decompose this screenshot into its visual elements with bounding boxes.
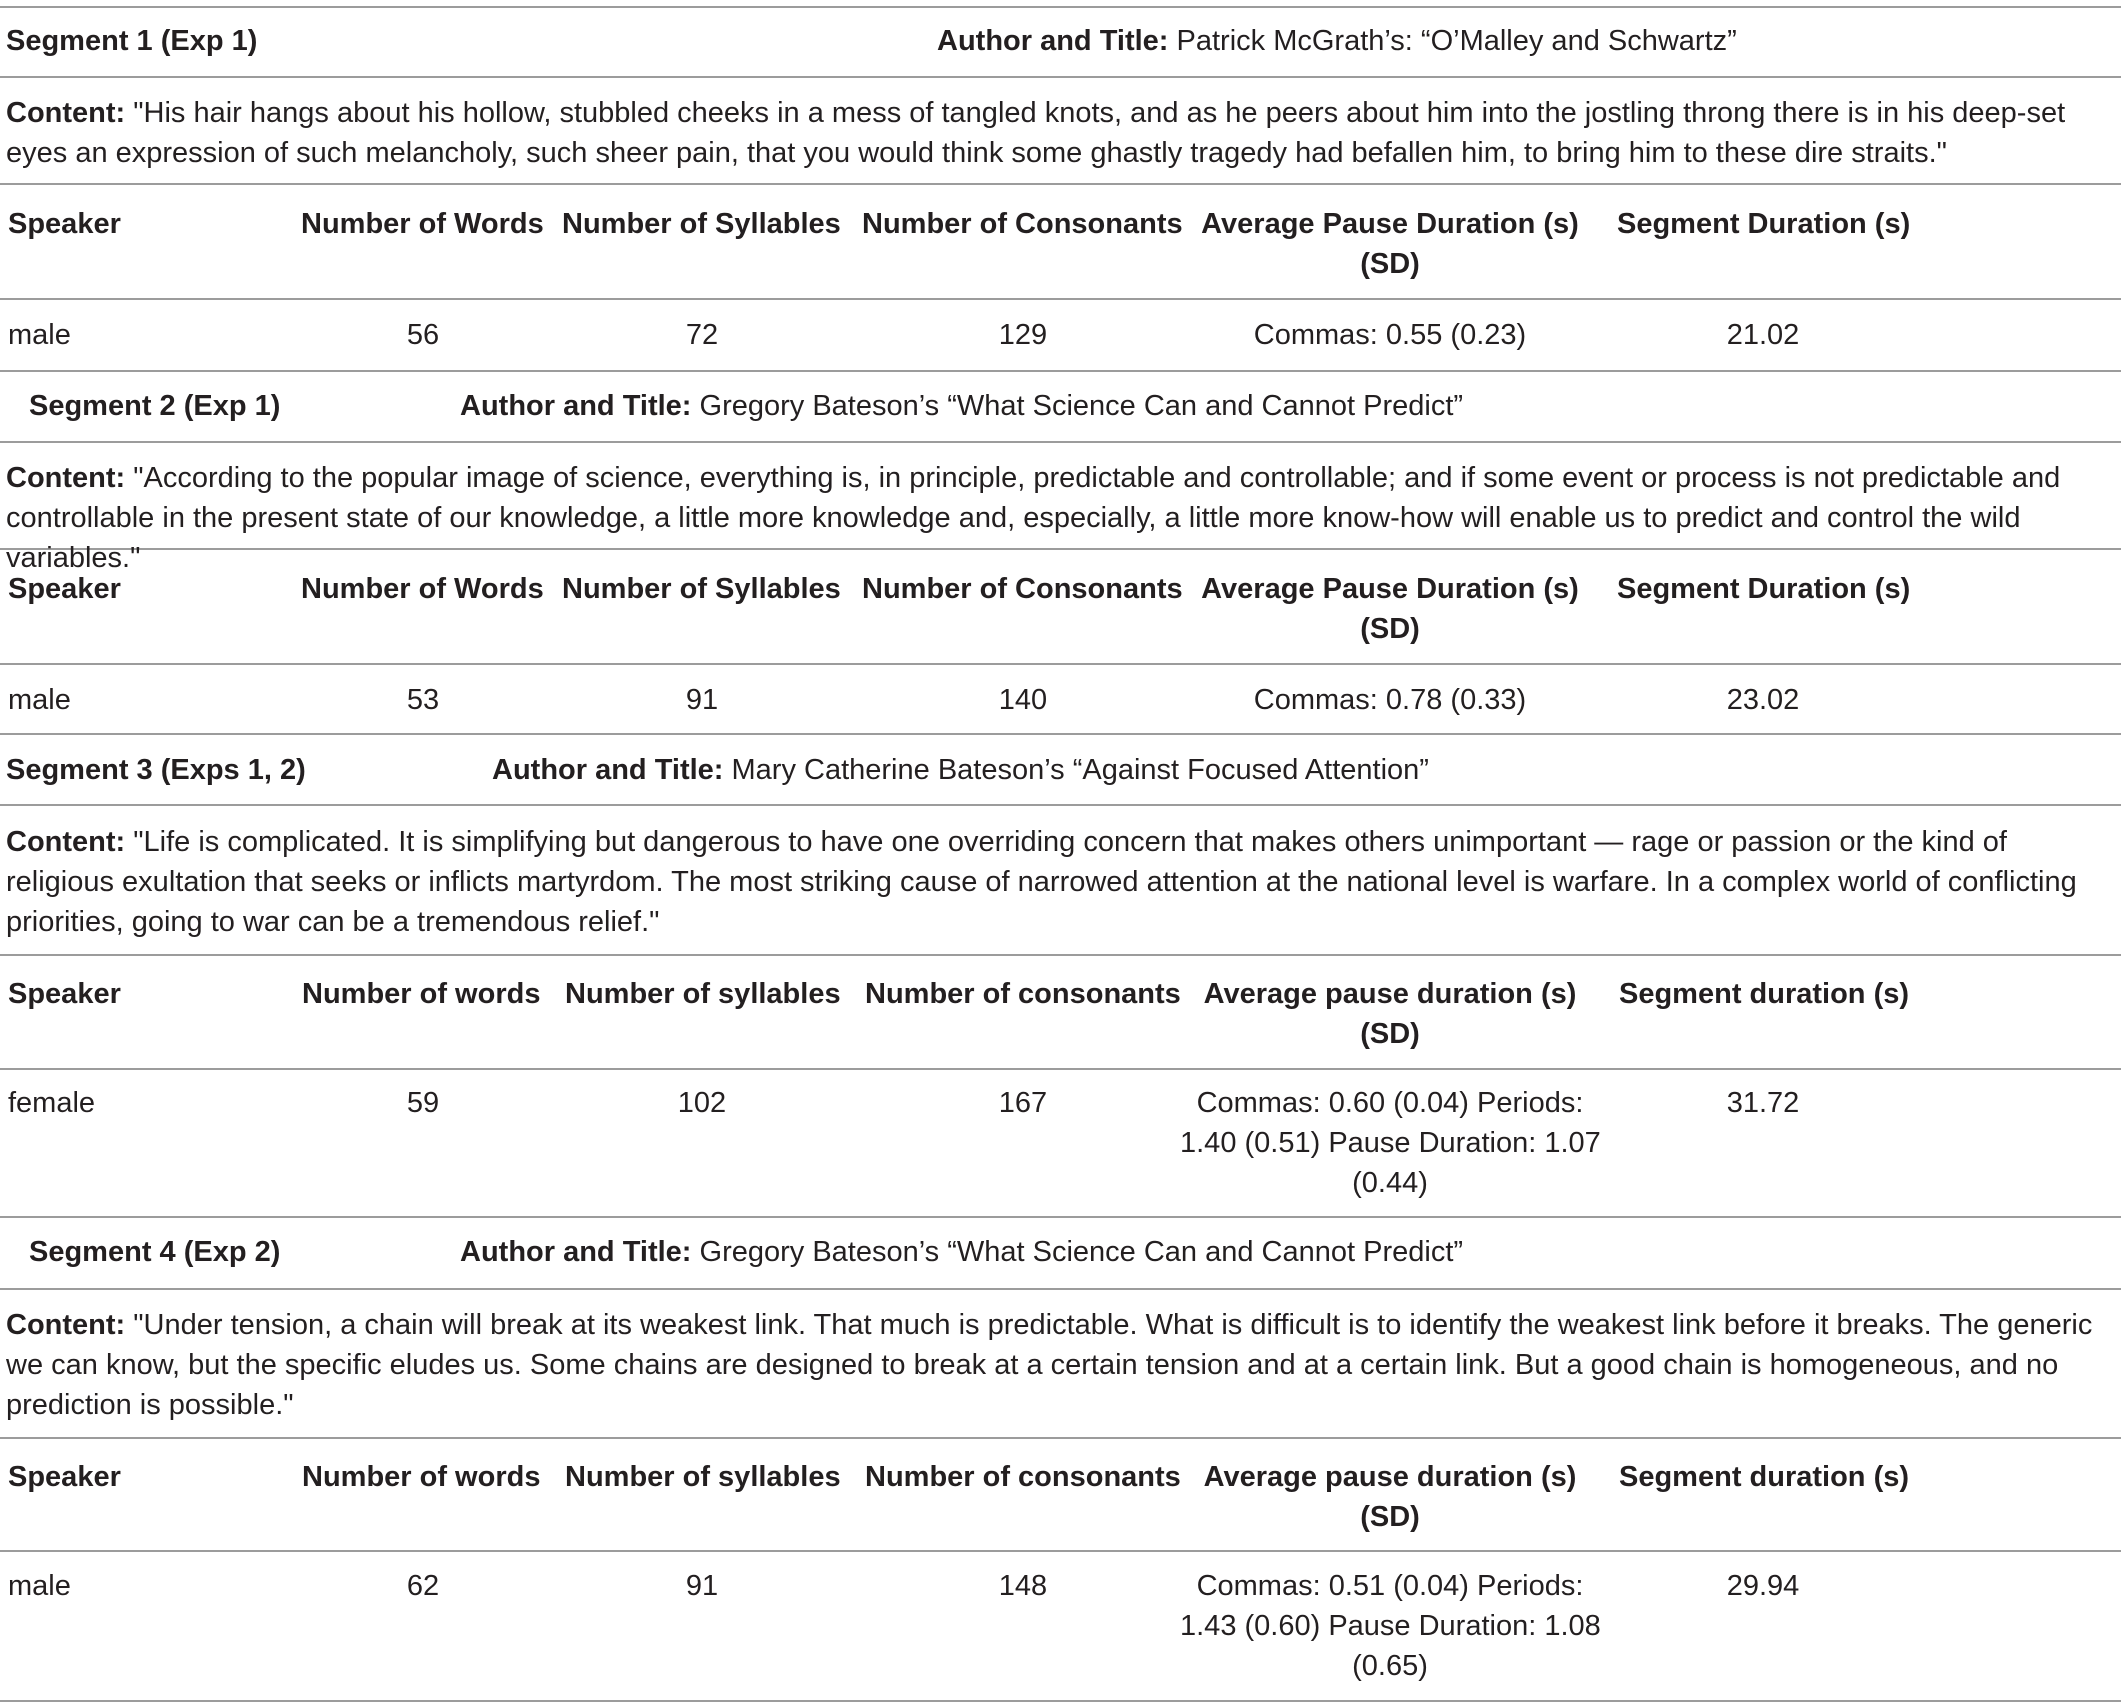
header-consonants: Number of Consonants <box>862 208 1183 240</box>
author-title-label: Author and Title: <box>460 1236 692 1268</box>
header-pause-sd: (SD) <box>1360 1018 1420 1050</box>
content-text: "Under tension, a chain will break at its weakest link. That much is predictable. What is difficult is to identify the weakest link before it breaks. The generic we can know, but the specific eludes us. Some chains are designed to break at a certain tension and at a certain link. But a good chain is homogeneous, and no prediction is possible." <box>6 1309 2093 1421</box>
segment-content <box>6 1305 2111 1425</box>
header-syllables: Number of syllables <box>565 978 841 1010</box>
header-pause-sd: (SD) <box>1360 1501 1420 1533</box>
rule <box>0 298 2121 300</box>
author-title <box>460 1232 1463 1272</box>
content-label: Content: <box>6 97 126 129</box>
cell-pause <box>1180 680 1600 720</box>
header-words: Number of words <box>302 978 541 1010</box>
header-speaker: Speaker <box>8 573 121 605</box>
cell-pause-line: Commas: 0.60 (0.04) Periods: <box>1196 1087 1584 1119</box>
cell-duration: 21.02 <box>1726 319 1800 351</box>
header-duration: Segment duration (s) <box>1619 978 1910 1010</box>
cell-duration: 23.02 <box>1726 684 1800 716</box>
header-duration: Segment Duration (s) <box>1617 208 1911 240</box>
cell-syllables: 102 <box>677 1087 727 1119</box>
cell-speaker: male <box>8 319 71 351</box>
cell-pause <box>1180 1083 1600 1203</box>
cell-consonants: 129 <box>998 319 1048 351</box>
header-pause-line: Average Pause Duration (s) <box>1201 573 1579 605</box>
cell-pause-line: (0.65) <box>1352 1650 1428 1682</box>
cell-syllables: 91 <box>685 684 719 716</box>
header-duration: Segment Duration (s) <box>1617 573 1911 605</box>
cell-pause-line: 1.43 (0.60) Pause Duration: 1.08 <box>1180 1610 1601 1642</box>
header-pause-line: Average pause duration (s) <box>1203 1461 1577 1493</box>
content-text: "Life is complicated. It is simplifying but dangerous to have one overriding concern that makes others unimportant — rage or passion or the kind of religious exultation that seeks or inflicts martyrdom. The most striking cause of narrowed attention at the national level is warfare. In a complex world of conflicting priorities, going to war can be a tremendous relief." <box>6 826 2077 938</box>
cell-pause-line: 1.40 (0.51) Pause Duration: 1.07 <box>1180 1127 1601 1159</box>
header-pause-sd: (SD) <box>1360 613 1420 645</box>
segment-label: Segment 3 (Exps 1, 2) <box>6 754 306 786</box>
author-title-label: Author and Title: <box>937 25 1169 57</box>
header-syllables: Number of Syllables <box>562 573 841 605</box>
rule <box>0 441 2121 443</box>
cell-words: 53 <box>406 684 440 716</box>
rule <box>0 1437 2121 1439</box>
header-consonants: Number of Consonants <box>862 573 1183 605</box>
rule <box>0 76 2121 78</box>
header-speaker: Speaker <box>8 208 121 240</box>
header-speaker: Speaker <box>8 978 121 1010</box>
header-words: Number of words <box>302 1461 541 1493</box>
header-consonants: Number of consonants <box>865 1461 1181 1493</box>
cell-consonants: 140 <box>998 684 1048 716</box>
segment-label: Segment 1 (Exp 1) <box>6 25 258 57</box>
content-label: Content: <box>6 462 126 494</box>
rule <box>0 370 2121 372</box>
author-title-value: Mary Catherine Bateson’s “Against Focused Attention” <box>731 754 1429 786</box>
header-pause-line: Average Pause Duration (s) <box>1201 208 1579 240</box>
cell-speaker: female <box>8 1087 96 1119</box>
cell-words: 62 <box>406 1570 440 1602</box>
cell-pause-line: Commas: 0.51 (0.04) Periods: <box>1196 1570 1584 1602</box>
cell-consonants: 167 <box>998 1087 1048 1119</box>
header-duration: Segment duration (s) <box>1619 1461 1910 1493</box>
header-pause <box>1180 1457 1600 1537</box>
cell-pause <box>1180 315 1600 355</box>
header-pause-sd: (SD) <box>1360 248 1420 280</box>
cell-duration: 29.94 <box>1726 1570 1800 1602</box>
segment-content <box>6 93 2111 173</box>
cell-pause-line: Commas: 0.55 (0.23) <box>1253 319 1527 351</box>
rule <box>0 733 2121 735</box>
segment-content <box>6 458 2111 578</box>
rule <box>0 1216 2121 1218</box>
rule <box>0 663 2121 665</box>
cell-pause <box>1180 1566 1600 1686</box>
header-words: Number of Words <box>301 573 544 605</box>
header-syllables: Number of Syllables <box>562 208 841 240</box>
author-title <box>937 21 1737 61</box>
rule <box>0 6 2121 8</box>
rule <box>0 1288 2121 1290</box>
header-pause <box>1180 974 1600 1054</box>
cell-words: 56 <box>406 319 440 351</box>
segment-label: Segment 2 (Exp 1) <box>29 390 281 422</box>
author-title-label: Author and Title: <box>460 390 692 422</box>
header-speaker: Speaker <box>8 1461 121 1493</box>
author-title-value: Patrick McGrath’s: “O’Malley and Schwartz” <box>1176 25 1737 57</box>
rule <box>0 1550 2121 1552</box>
cell-syllables: 72 <box>685 319 719 351</box>
cell-pause-line: Commas: 0.78 (0.33) <box>1253 684 1527 716</box>
rule <box>0 954 2121 956</box>
content-text: "According to the popular image of science, everything is, in principle, predictable and controllable; and if some event or process is not predictable and controllable in the present state of our knowledge, a little more knowledge and, especially, a little more know-how will enable us to predict and control the wild variables." <box>6 462 2061 574</box>
cell-pause-line: (0.44) <box>1352 1167 1428 1199</box>
header-pause <box>1180 204 1600 284</box>
cell-words: 59 <box>406 1087 440 1119</box>
cell-speaker: male <box>8 1570 71 1602</box>
rule <box>0 1068 2121 1070</box>
header-consonants: Number of consonants <box>865 978 1181 1010</box>
author-title <box>460 386 1463 426</box>
header-words: Number of Words <box>301 208 544 240</box>
header-syllables: Number of syllables <box>565 1461 841 1493</box>
cell-duration: 31.72 <box>1726 1087 1800 1119</box>
rule <box>0 804 2121 806</box>
rule <box>0 1700 2121 1702</box>
author-title-label: Author and Title: <box>492 754 724 786</box>
content-label: Content: <box>6 1309 126 1341</box>
author-title <box>492 750 1429 790</box>
rule <box>0 183 2121 185</box>
content-label: Content: <box>6 826 126 858</box>
cell-consonants: 148 <box>998 1570 1048 1602</box>
header-pause <box>1180 569 1600 649</box>
author-title-value: Gregory Bateson’s “What Science Can and Cannot Predict” <box>699 1236 1464 1268</box>
header-pause-line: Average pause duration (s) <box>1203 978 1577 1010</box>
segment-content <box>6 822 2111 942</box>
cell-syllables: 91 <box>685 1570 719 1602</box>
author-title-value: Gregory Bateson’s “What Science Can and Cannot Predict” <box>699 390 1464 422</box>
segment-label: Segment 4 (Exp 2) <box>29 1236 281 1268</box>
content-text: "His hair hangs about his hollow, stubbled cheeks in a mess of tangled knots, and as he peers about him into the jostling throng there is in his deep-set eyes an expression of such melancholy, such sheer pain, that you would think some ghastly tragedy had befallen him, to bring him to these dire straits." <box>6 97 2066 169</box>
cell-speaker: male <box>8 684 71 716</box>
